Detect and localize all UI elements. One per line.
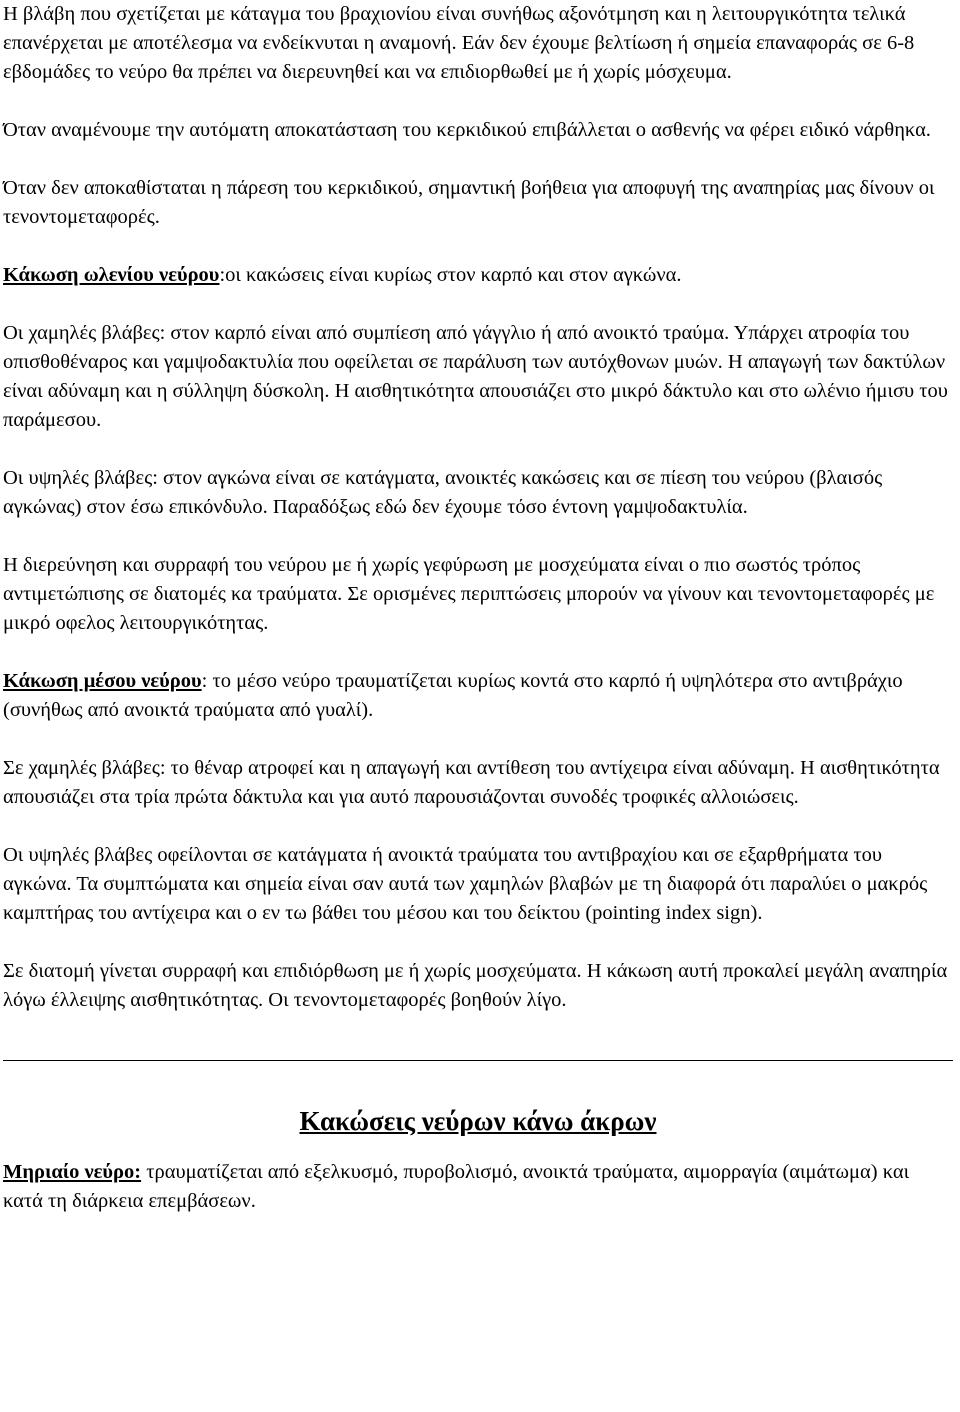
paragraph-median-high-lesions: Οι υψηλές βλάβες οφείλονται σε κατάγματα ή ανοικτά τραύματα του αντιβραχίου και σε εξαρθρήματα του αγκώνα. Τα συμπτώματα και σημεία είναι σαν αυτά των χαμηλών βλαβών με τη διαφορά ότι παραλύει ο μακρός καμπτήρας του αντίχειρα και ο εν τω βάθει του μέσου και του δείκτου (pointing index sign). [3,844,928,924]
femoral-nerve-heading: Μηριαίο νεύρο: [3,1161,142,1183]
paragraph-femoral-nerve [3,1158,953,1216]
paragraph-ulnar-low-lesions: Οι χαμηλές βλάβες: στον καρπό είναι από συμπίεση από γάγγλιο ή από ανοικτό τραύμα. Υπάρχει ατροφία του οπισθοθέναρος και γαμψοδακτυλία που οφείλεται σε παράλυση των αυτόχθονων μυών. Η απαγωγή των δακτύλων είναι αδύναμη και η σύλληψη δύσκολη. Η αισθητικότητα απουσιάζει στο μικρό δάκτυλο και στο ωλένιο ήμισυ του παράμεσου. [3,322,948,431]
femoral-nerve-text: τραυματίζεται από εξελκυσμό, πυροβολισμό, ανοικτά τραύματα, αιμορραγία (αιμάτωμα) και κατά τη διάρκεια επεμβάσεων. [3,1161,910,1212]
section-title: Κακώσεις νεύρων κάνω άκρων [299,1106,657,1136]
paragraph-humerus-fracture-injury: Η βλάβη που σχετίζεται με κάταγμα του βραχιονίου είναι συνήθως αξονότμηση και η λειτουργικότητα τελικά επανέρχεται με αποτέλεσμα να ενδείκνυται η αναμονή. Εάν δεν έχουμε βελτίωση ή σημεία επαναφοράς σε 6-8 εβδομάδες το νεύρο θα πρέπει να διερευνηθεί και να επιδιορθωθεί με ή χωρίς μόσχευμα. [3,3,915,83]
ulnar-nerve-heading: Κάκωση ωλενίου νεύρου [3,264,220,286]
paragraph-ulnar-treatment: Η διερεύνηση και συρραφή του νεύρου με ή χωρίς γεφύρωση με μοσχεύματα είναι ο πιο σωστός τρόπος αντιμετώπισης σε διατομές κα τραύματα. Σε ορισμένες περιπτώσεις μπορούν να γίνουν και τενοντομεταφορές με μικρό οφελος λειτουργικότητας. [3,554,935,634]
document-page [3,0,953,1216]
paragraph-median-nerve-injury [3,667,953,725]
paragraph-radial-splint: Όταν αναμένουμε την αυτόματη αποκατάσταση του κερκιδικού επιβάλλεται ο ασθενής να φέρει ειδικό νάρθηκα. [3,119,931,141]
median-nerve-heading: Κάκωση μέσου νεύρου [3,670,202,692]
ulnar-nerve-intro: :οι κακώσεις είναι κυρίως στον καρπό και στον αγκώνα. [219,264,682,286]
paragraph-ulnar-high-lesions: Οι υψηλές βλάβες: στον αγκώνα είναι σε κατάγματα, ανοικτές κακώσεις και σε πίεση του νεύρου (βλαισός αγκώνας) στον έσω επικόνδυλο. Παραδόξως εδώ δεν έχουμε τόσο έντονη γαμψοδακτυλία. [3,467,883,518]
paragraph-median-treatment: Σε διατομή γίνεται συρραφή και επιδιόρθωση με ή χωρίς μοσχεύματα. Η κάκωση αυτή προκαλεί μεγάλη αναπηρία λόγω έλλειψης αισθητικότητας. Οι τενοντομεταφορές βοηθούν λίγο. [3,960,948,1011]
paragraph-ulnar-nerve-injury [3,261,953,290]
median-nerve-intro: : το μέσο νεύρο τραυματίζεται κυρίως κοντά στο καρπό ή υψηλότερα στο αντιβράχιο (συνήθως από ανοικτά τραύματα από γυαλί). [3,670,903,721]
paragraph-radial-tendon-transfers: Όταν δεν αποκαθίσταται η πάρεση του κερκιδικού, σημαντική βοήθεια για αποφυγή της αναπηρίας μας δίνουν οι τενοντομεταφορές. [3,177,935,228]
paragraph-median-low-lesions: Σε χαμηλές βλάβες: το θέναρ ατροφεί και η απαγωγή και αντίθεση του αντίχειρα είναι αδύναμη. Η αισθητικότητα απουσιάζει στα τρία πρώτα δάκτυλα και για αυτό παρουσιάζονται συνοδές τροφικές αλλοιώσεις. [3,757,940,808]
